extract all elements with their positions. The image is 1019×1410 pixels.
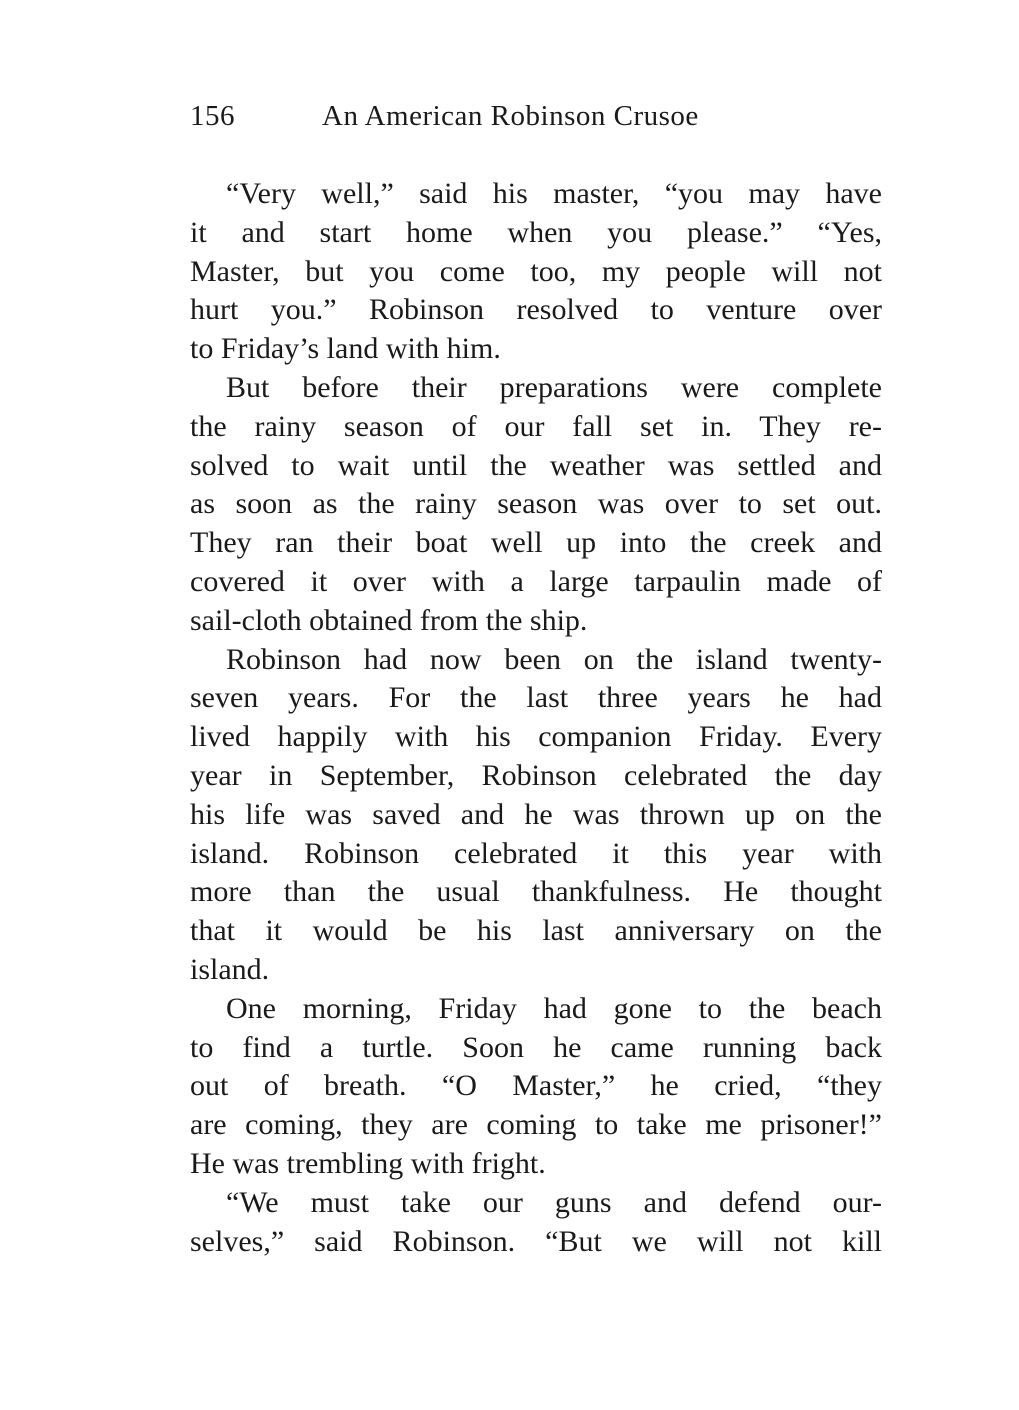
text-line: are coming, they are coming to take me prisoner!”: [190, 1108, 882, 1142]
page-number: 156: [190, 100, 235, 132]
text-line: One morning, Friday had gone to the beach: [226, 991, 882, 1025]
text-line: sail-cloth obtained from the ship.: [190, 603, 588, 637]
text-line: They ran their boat well up into the creek and: [190, 526, 882, 560]
text-line: out of breath. “O Master,” he cried, “they: [190, 1069, 882, 1103]
text-line: more than the usual thankfulness. He thought: [190, 875, 882, 909]
text-line: it and start home when you please.” “Yes,: [190, 215, 882, 249]
text-line: to find a turtle. Soon he came running back: [190, 1030, 882, 1064]
text-line: selves,” said Robinson. “But we will not kill: [190, 1224, 882, 1258]
text-line: Master, but you come too, my people will not: [190, 254, 882, 288]
text-line: But before their preparations were complete: [226, 370, 882, 404]
text-line: that it would be his last anniversary on the: [190, 914, 882, 948]
text-line: lived happily with his companion Friday. Every: [190, 720, 882, 754]
book-title: An American Robinson Crusoe: [322, 100, 699, 132]
text-line: He was trembling with fright.: [190, 1146, 546, 1180]
text-line: “We must take our guns and defend our-: [226, 1185, 882, 1219]
text-line: island.: [190, 952, 270, 986]
text-line: the rainy season of our fall set in. They re-: [190, 409, 882, 443]
text-line italic-line: year in September, Robinson celebrated the day: [190, 758, 882, 792]
text-line: covered it over with a large tarpaulin made of: [190, 564, 882, 598]
text-line: as soon as the rainy season was over to set out.: [190, 487, 882, 521]
text-line: “Very well,” said his master, “you may have: [226, 177, 882, 210]
text-line: his life was saved and he was thrown up on the: [190, 797, 882, 831]
text-line: island. Robinson celebrated it this year with: [190, 836, 882, 870]
running-head: [190, 100, 890, 150]
text-line: to Friday’s land with him.: [190, 332, 501, 366]
text-line: seven years. For the last three years he had: [190, 681, 882, 715]
text-line: Robinson had now been on the island twenty-: [226, 642, 882, 676]
text-line: hurt you.” Robinson resolved to venture over: [190, 293, 882, 327]
text-line: solved to wait until the weather was settled and: [190, 448, 882, 482]
body-text: [190, 175, 882, 1261]
